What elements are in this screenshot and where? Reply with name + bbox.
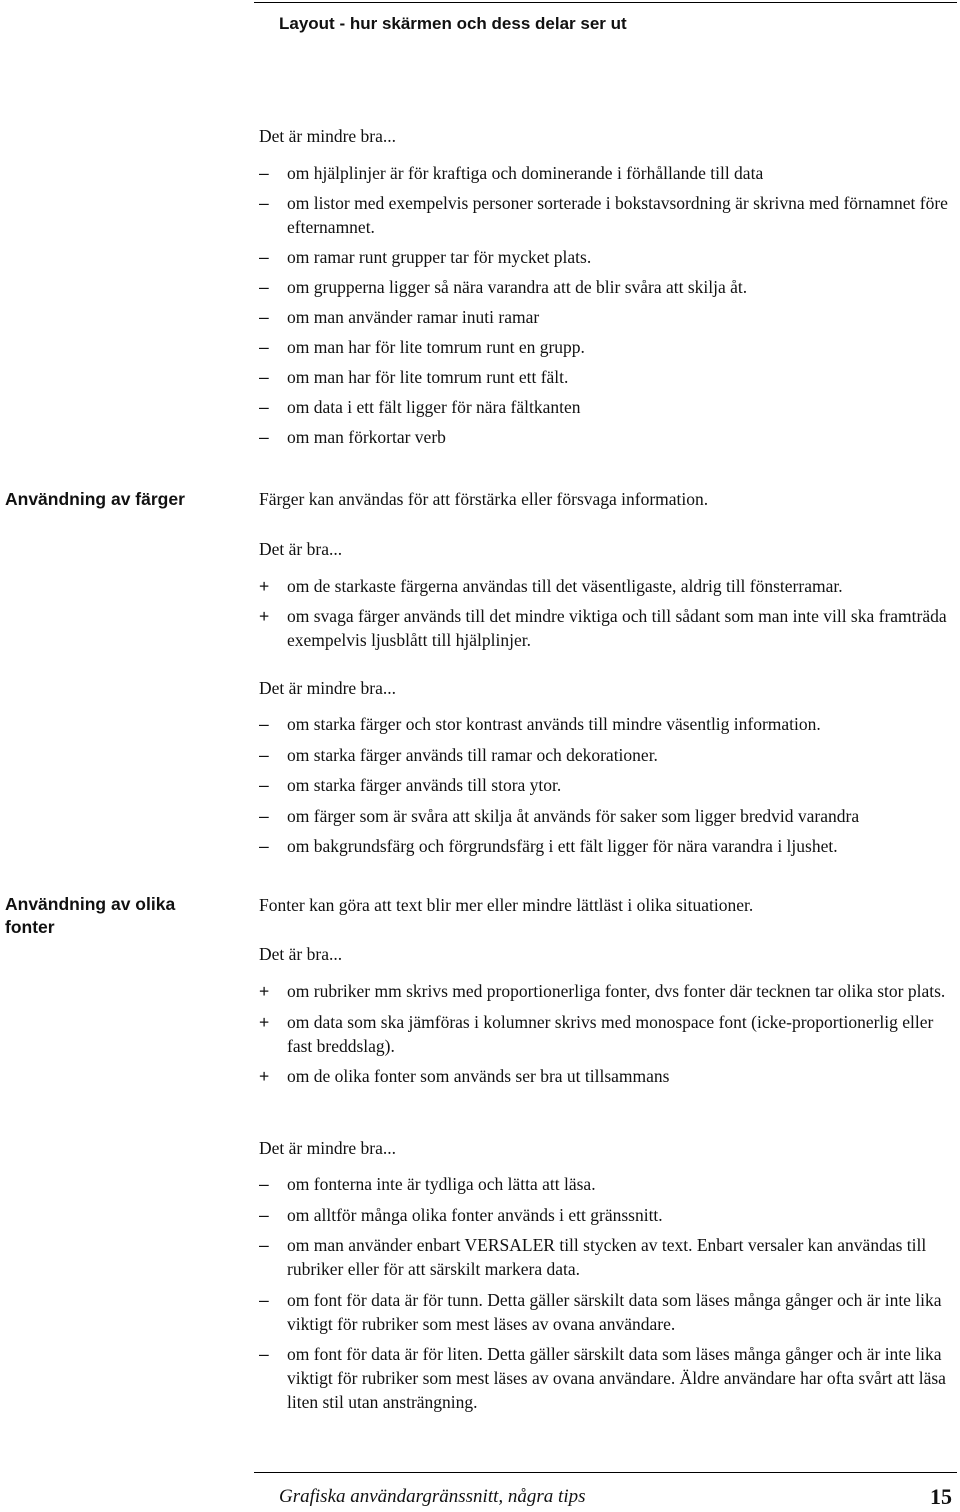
list-item bbox=[259, 1203, 959, 1227]
list-item bbox=[259, 245, 959, 269]
list-item bbox=[259, 305, 959, 329]
plus-bullet: + bbox=[259, 981, 270, 1001]
page-number: 15 bbox=[930, 1484, 952, 1509]
list-item-text: om data som ska jämföras i kolumner skrivs med monospace font (icke-proportionerlig eller fast breddslag). bbox=[287, 1011, 934, 1056]
dash-bullet: – bbox=[259, 1204, 269, 1225]
list-item-text: om man använder ramar inuti ramar bbox=[287, 307, 540, 327]
list-item-text: om man har för lite tomrum runt en grupp. bbox=[287, 337, 585, 357]
list-item-text: om font för data är för tunn. Detta gäller särskilt data som läses många gånger och är inte lika viktigt för rubriker som mest läses av ovana användare. bbox=[287, 1289, 942, 1334]
list-item-text: om man har för lite tomrum runt ett fält. bbox=[287, 367, 569, 387]
plus-bullet: + bbox=[259, 1066, 270, 1086]
dash-bullet: – bbox=[259, 367, 269, 387]
list-item bbox=[259, 834, 959, 858]
dash-bullet: – bbox=[259, 337, 269, 357]
dash-bullet: – bbox=[259, 427, 269, 447]
list-item bbox=[259, 425, 959, 449]
list-item-text: om de olika fonter som används ser bra ut tillsammans bbox=[287, 1066, 670, 1086]
list-item-text: om de starkaste färgerna användas till det väsentligaste, aldrig till fönsterramar. bbox=[287, 576, 843, 596]
section-heading-colors: Användning av färger bbox=[5, 489, 185, 509]
list-item-text: om data i ett fält ligger för nära fältkanten bbox=[287, 397, 581, 417]
list-item bbox=[259, 712, 959, 736]
plus-bullet: + bbox=[259, 606, 270, 626]
top-rule bbox=[254, 2, 957, 3]
list-item bbox=[259, 1288, 959, 1336]
fonts-good-heading: Det är bra... bbox=[259, 944, 343, 964]
layout-bad-list bbox=[259, 161, 959, 449]
list-item-text: om starka färger används till ramar och dekorationer. bbox=[287, 744, 658, 765]
dash-bullet: – bbox=[259, 1174, 269, 1194]
list-item bbox=[259, 1064, 959, 1088]
bottom-rule bbox=[254, 1472, 957, 1473]
dash-bullet: – bbox=[259, 714, 269, 734]
fonts-bad-list bbox=[259, 1172, 959, 1414]
colors-bad-list bbox=[259, 712, 959, 858]
dash-bullet: – bbox=[259, 744, 269, 765]
fonts-good-list bbox=[259, 979, 959, 1088]
dash-bullet: – bbox=[259, 247, 269, 267]
list-item bbox=[259, 365, 959, 389]
dash-bullet: – bbox=[259, 805, 269, 826]
list-item bbox=[259, 1172, 959, 1196]
dash-bullet: – bbox=[259, 1235, 269, 1255]
list-item-text: om listor med exempelvis personer sorterade i bokstavsordning är skrivna med förnamnet före efternamnet. bbox=[287, 193, 948, 237]
list-item bbox=[259, 979, 959, 1003]
list-item-text: om grupperna ligger så nära varandra att de blir svåra att skilja åt. bbox=[287, 277, 748, 297]
dash-bullet: – bbox=[259, 836, 269, 856]
list-item-text: om alltför många olika fonter används i ett gränssnitt. bbox=[287, 1204, 663, 1225]
colors-good-list bbox=[259, 574, 959, 652]
list-item-text: om man använder enbart VERSALER till stycken av text. Enbart versaler kan användas till rubriker eller för att särskilt markera data. bbox=[287, 1235, 927, 1279]
list-item bbox=[259, 1010, 959, 1058]
list-item bbox=[259, 773, 959, 797]
colors-bad-heading: Det är mindre bra... bbox=[259, 678, 397, 698]
list-item-text: om rubriker mm skrivs med proportionerliga fonter, dvs fonter där tecknen tar olika stor plats. bbox=[287, 981, 946, 1001]
list-item bbox=[259, 604, 959, 652]
layout-bad-heading: Det är mindre bra... bbox=[259, 126, 397, 146]
dash-bullet: – bbox=[259, 163, 269, 183]
section-heading-fonts: Användning av olika fonter bbox=[5, 894, 176, 937]
list-item bbox=[259, 743, 959, 767]
fonts-bad-heading: Det är mindre bra... bbox=[259, 1138, 397, 1158]
dash-bullet: – bbox=[259, 1344, 269, 1364]
list-item bbox=[259, 191, 959, 239]
dash-bullet: – bbox=[259, 397, 269, 417]
list-item bbox=[259, 1233, 959, 1281]
list-item-text: om färger som är svåra att skilja åt används för saker som ligger bredvid varandra bbox=[287, 805, 860, 826]
list-item-text: om svaga färger används till det mindre viktiga och till sådant som man inte vill ska framträda exempelvis ljusblått till hjälplinjer. bbox=[287, 606, 947, 650]
dash-bullet: – bbox=[259, 775, 269, 795]
dash-bullet: – bbox=[259, 193, 269, 213]
list-item-text: om hjälplinjer är för kraftiga och dominerande i förhållande till data bbox=[287, 163, 764, 183]
footer-book-title: Grafiska användargränssnitt, några tips bbox=[279, 1486, 586, 1507]
list-item bbox=[259, 335, 959, 359]
list-item-text: om man förkortar verb bbox=[287, 427, 446, 447]
colors-good-heading: Det är bra... bbox=[259, 539, 343, 559]
fonts-intro: Fonter kan göra att text blir mer eller mindre lättläst i olika situationer. bbox=[259, 895, 754, 915]
list-item bbox=[259, 395, 959, 419]
list-item bbox=[259, 804, 959, 828]
list-item-text: om starka färger och stor kontrast används till mindre väsentlig information. bbox=[287, 714, 821, 734]
list-item bbox=[259, 574, 959, 598]
list-item-text: om fonterna inte är tydliga och lätta att läsa. bbox=[287, 1174, 596, 1194]
plus-bullet: + bbox=[259, 1011, 270, 1032]
dash-bullet: – bbox=[259, 277, 269, 297]
list-item bbox=[259, 275, 959, 299]
running-header: Layout - hur skärmen och dess delar ser ut bbox=[279, 14, 627, 33]
list-item bbox=[259, 1342, 959, 1414]
list-item bbox=[259, 161, 959, 185]
plus-bullet: + bbox=[259, 576, 270, 596]
list-item-text: om font för data är för liten. Detta gäller särskilt data som läses många gånger och är inte lika viktigt för rubriker som mest läses av ovana användare. Äldre användare har ofta svårt att läsa liten stil utan ansträngning. bbox=[287, 1344, 946, 1412]
colors-intro: Färger kan användas för att förstärka eller försvaga information. bbox=[259, 489, 709, 509]
dash-bullet: – bbox=[259, 1289, 269, 1310]
list-item-text: om starka färger används till stora ytor. bbox=[287, 775, 562, 795]
list-item-text: om bakgrundsfärg och förgrundsfärg i ett fält ligger för nära varandra i ljushet. bbox=[287, 836, 838, 856]
list-item-text: om ramar runt grupper tar för mycket plats. bbox=[287, 247, 592, 267]
dash-bullet: – bbox=[259, 307, 269, 327]
